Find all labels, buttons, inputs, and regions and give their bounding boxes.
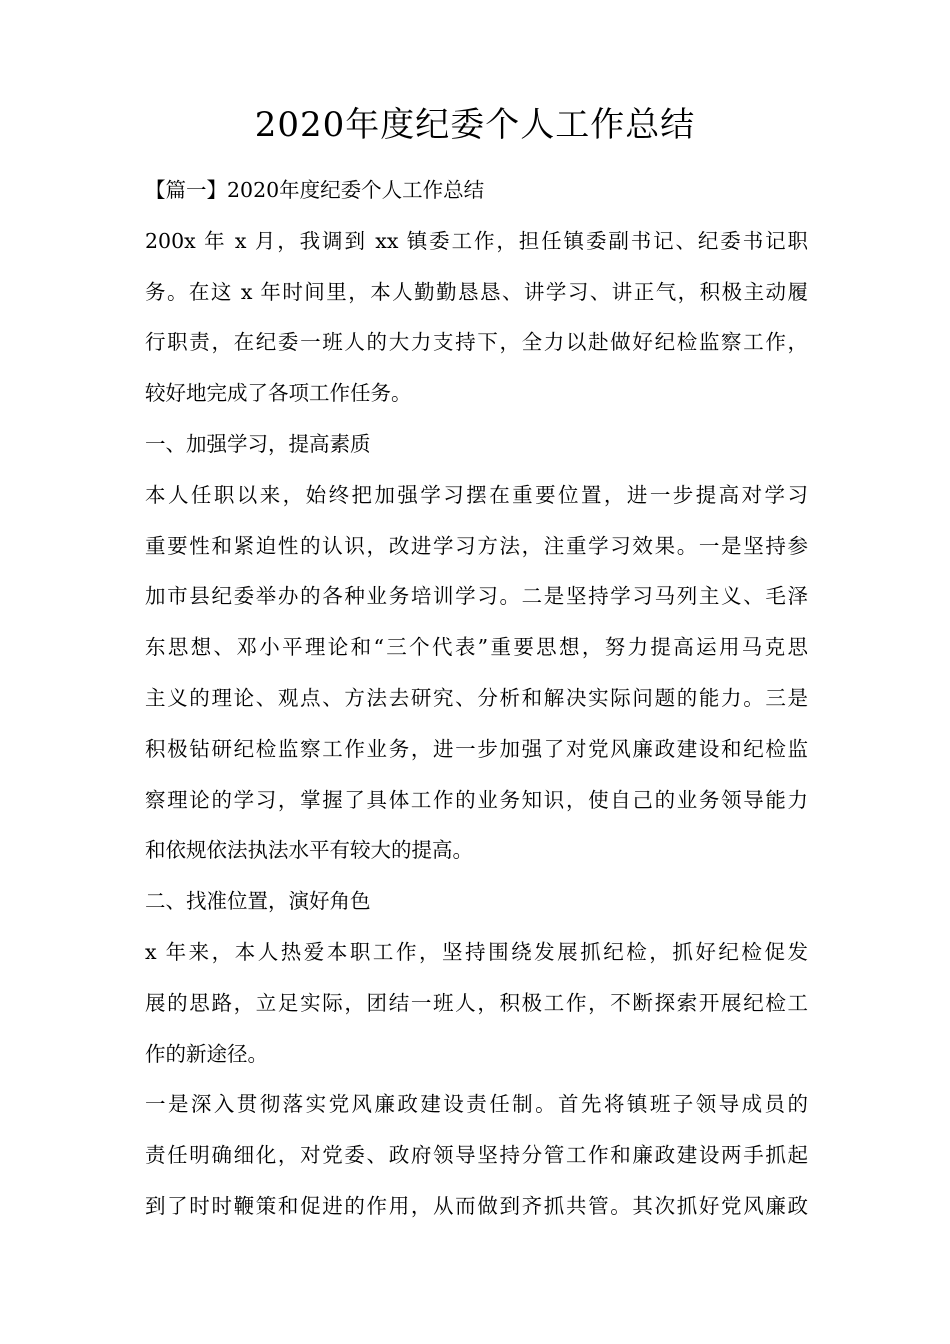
text-line: 作的新途径。 [145, 1041, 268, 1066]
text-line: 二、找准位置，演好角色 [145, 889, 371, 914]
text-line: x 年来，本人热爱本职工作，坚持围绕发展抓纪检，抓好纪检促发 [145, 939, 808, 964]
document-body [145, 165, 808, 1232]
text-line: 主义的理论、观点、方法去研究、分析和解决实际问题的能力。三是 [145, 685, 808, 710]
text-line: 本人任职以来，始终把加强学习摆在重要位置，进一步提高对学习 [145, 482, 808, 507]
text-line: 较好地完成了各项工作任务。 [145, 381, 412, 406]
document-title: 2020年度纪委个人工作总结 [254, 105, 696, 145]
text-line: 责任明确细化，对党委、政府领导坚持分管工作和廉政建设两手抓起 [145, 1143, 808, 1168]
text-line: 察理论的学习，掌握了具体工作的业务知识，使自己的业务领导能力 [145, 787, 808, 812]
text-line: 行职责，在纪委一班人的大力支持下，全力以赴做好纪检监察工作， [145, 330, 808, 355]
text-line: 200x 年 x 月，我调到 xx 镇委工作，担任镇委副书记、纪委书记职 [145, 228, 808, 253]
text-line: 东思想、邓小平理论和“三个代表”重要思想，努力提高运用马克思 [145, 635, 808, 660]
text-line: 和依规依法执法水平有较大的提高。 [145, 838, 473, 863]
text-line: 务。在这 x 年时间里，本人勤勤恳恳、讲学习、讲正气，积极主动履 [145, 279, 808, 304]
text-line: 展的思路，立足实际，团结一班人，积极工作，不断探索开展纪检工 [145, 990, 808, 1015]
text-line: 积极钻研纪检监察工作业务，进一步加强了对党风廉政建设和纪检监 [145, 736, 808, 761]
text-line: 到了时时鞭策和促进的作用，从而做到齐抓共管。其次抓好党风廉政 [145, 1193, 808, 1218]
text-line: 加市县纪委举办的各种业务培训学习。二是坚持学习马列主义、毛泽 [145, 584, 808, 609]
text-line: 一、加强学习，提高素质 [145, 431, 371, 456]
text-line: 重要性和紧迫性的认识，改进学习方法，注重学习效果。一是坚持参 [145, 533, 808, 558]
text-line: 一是深入贯彻落实党风廉政建设责任制。首先将镇班子领导成员的 [145, 1092, 808, 1117]
text-line: 【篇一】2020年度纪委个人工作总结 [145, 178, 485, 202]
